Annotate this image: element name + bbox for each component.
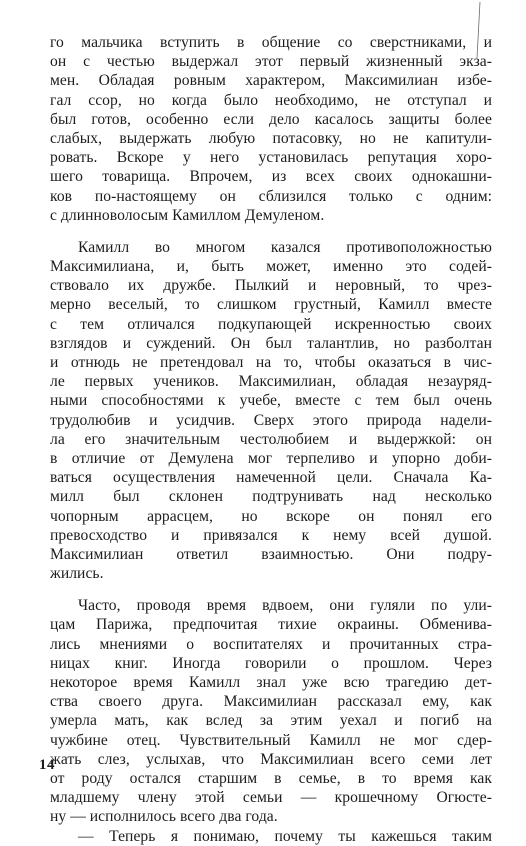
text-line: в отличие от Демулена мог терпеливо и упорно доби- bbox=[50, 449, 492, 467]
text-line: превосходство и привязался к нему всей душой. bbox=[50, 526, 492, 544]
text-line: жать слез, услыхав, что Максимилиан всего семи лет bbox=[50, 750, 492, 768]
text-line: он с честью выдержал этот первый жизненный экза- bbox=[50, 53, 492, 71]
text-line: трудолюбив и усидчив. Сверх этого природа надели- bbox=[50, 411, 492, 429]
text-line: ствовало их дружбе. Пылкий и неровный, то чрез- bbox=[50, 277, 492, 295]
paragraph-3 bbox=[50, 596, 492, 826]
text-line: чопорным аррасцем, но вскоре он понял его bbox=[50, 507, 492, 525]
text-line: цам Парижа, предпочитая тихие окраины. Обменива- bbox=[50, 616, 492, 634]
text-line: с тем отличался подкупающей искренностью своих bbox=[50, 315, 492, 333]
text-line: и отнюдь не претендовал на то, чтобы оказаться в чис- bbox=[50, 354, 492, 371]
text-line: младшему члену этой семьи — крошечному Огюсте- bbox=[50, 789, 492, 807]
text-line: умерла мать, как вслед за этим уехал и погиб на bbox=[50, 712, 492, 730]
text-line: мерно веселый, то слишком грустный, Камилл вместе bbox=[50, 296, 492, 314]
paragraph-2 bbox=[50, 238, 492, 583]
text-line: мен. Обладая ровным характером, Максимилиан избе- bbox=[50, 72, 492, 90]
paragraph-4 bbox=[50, 827, 492, 846]
text-line: с длинноволосым Камиллом Демуленом. bbox=[50, 206, 325, 224]
text-line: ными способностями к учебе, вместе с тем был очень bbox=[50, 392, 492, 410]
text-line: Камилл во многом казался противоположностью bbox=[78, 238, 492, 256]
body-text bbox=[50, 33, 492, 846]
text-line: ваться осуществления намеченной цели. Сначала Ка- bbox=[50, 469, 492, 487]
text-line: Максимилиан ответил взаимностью. Они подру- bbox=[50, 545, 492, 563]
text-line: ницах книг. Иногда говорили о прошлом. Через bbox=[50, 654, 492, 672]
text-line: ства своего друга. Максимилиан рассказал ему, как bbox=[50, 693, 492, 711]
text-line: милл был склонен подтрунивать над несколько bbox=[50, 488, 492, 506]
text-line: ков по-настоящему он сблизился только с одним: bbox=[50, 187, 492, 205]
text-line: Часто, проводя время вдвоем, они гуляли по ули- bbox=[78, 597, 492, 615]
text-line: от роду остался старшим в семье, в то время как bbox=[50, 769, 492, 787]
text-line: был готов, особенно если дело касалось защиты более bbox=[50, 110, 492, 128]
text-line: — Теперь я понимаю, почему ты кажешься таким bbox=[78, 827, 492, 845]
text-line: го мальчика вступить в общение со сверстниками, и bbox=[50, 34, 492, 51]
page-number: 14 bbox=[39, 757, 55, 773]
text-line: чужбине отец. Чувствительный Камилл не мог сдер- bbox=[50, 731, 492, 749]
text-line: взглядов и суждений. Он был талантлив, но разболтан bbox=[50, 334, 492, 352]
text-line: лись мнениями о воспитателях и прочитанных стра- bbox=[50, 635, 492, 653]
paragraph-1 bbox=[50, 33, 492, 225]
text-line: ровать. Вскоре у него установилась репутация хоро- bbox=[50, 149, 492, 167]
text-line: шего товарища. Впрочем, из всех своих однокашни- bbox=[50, 168, 492, 186]
text-line: ла его значительным честолюбием и выдержкой: он bbox=[50, 430, 492, 448]
text-line: некоторое время Камилл знал уже всю трагедию дет- bbox=[50, 674, 492, 691]
text-line: Максимилиана, и, быть может, именно это содей- bbox=[50, 258, 492, 276]
text-line: слабых, выдержать любую потасовку, но не капитули- bbox=[50, 129, 492, 147]
text-line: жились. bbox=[50, 565, 104, 583]
text-line: ле первых учеников. Максимилиан, обладая незауряд- bbox=[50, 373, 492, 391]
text-line: гал ссор, но когда было необходимо, не отступал и bbox=[50, 91, 492, 109]
text-line: ну — исполнилось всего два года. bbox=[50, 808, 278, 826]
